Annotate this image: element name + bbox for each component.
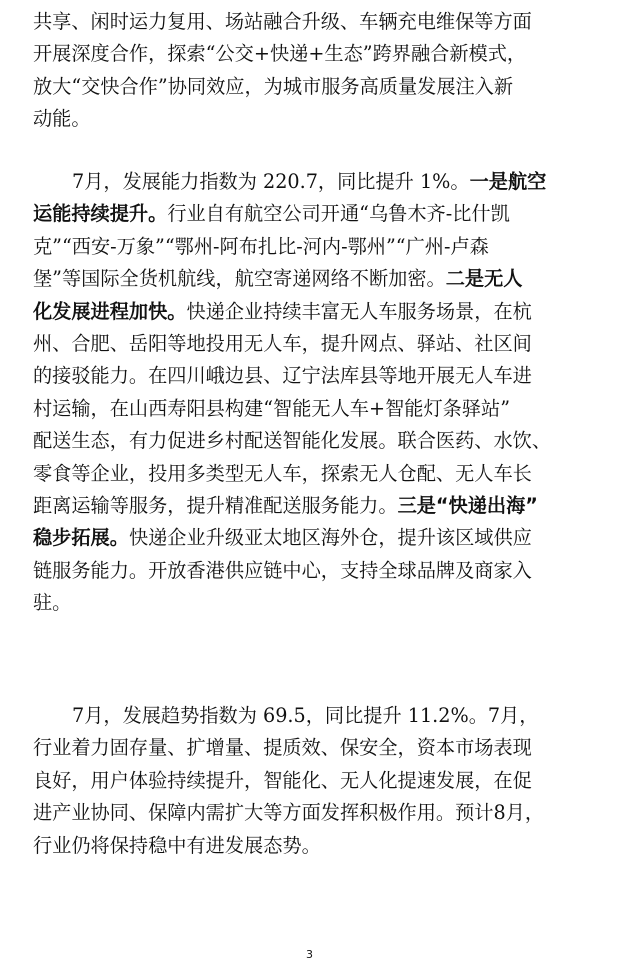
bold-heading-text: 二是无人 bbox=[445, 267, 523, 291]
paragraph-line bbox=[33, 198, 593, 230]
paragraph-text: 快递企业升级亚太地区海外仓，提升该区域供应 bbox=[128, 526, 532, 550]
paragraph-line bbox=[33, 490, 593, 522]
paragraph-line bbox=[33, 522, 593, 554]
paragraph-3 bbox=[33, 700, 593, 862]
page-number: 3 bbox=[306, 948, 313, 961]
paragraph-line: 州、合肥、岳阳等地投用无人车，提升网点、驿站、社区间 bbox=[33, 332, 532, 356]
paragraph-line: 开展深度合作，探索“公交+快递+生态”跨界融合新模式， bbox=[33, 42, 527, 66]
paragraph-line: 进产业协同、保障内需扩大等方面发挥积极作用。预计8月， bbox=[33, 801, 545, 825]
bold-heading-text: 三是“快递出海” bbox=[397, 494, 538, 518]
paragraph-line: 良好，用户体验持续提升，智能化、无人化提速发展，在促 bbox=[33, 768, 532, 792]
paragraph-line: 共享、闲时运力复用、场站融合升级、车辆充电维保等方面 bbox=[33, 10, 532, 33]
paragraph-line bbox=[33, 263, 593, 295]
bold-heading-text: 化发展进程加快。 bbox=[33, 299, 187, 323]
paragraph-line: 配送生态，有力促进乡村配送智能化发展。联合医药、水饮、 bbox=[33, 429, 552, 453]
paragraph-text: 行业自有航空公司开通“乌鲁木齐-比什凯 bbox=[167, 202, 510, 226]
paragraph-1 bbox=[33, 6, 593, 136]
paragraph-line: 7月，发展趋势指数为 69.5，同比提升 11.2%。7月， bbox=[72, 704, 539, 727]
paragraph-text: 7月，发展能力指数为 220.7，同比提升 1%。 bbox=[72, 170, 470, 193]
paragraph-line bbox=[33, 166, 593, 198]
paragraph-2 bbox=[33, 166, 593, 620]
paragraph-line: 放大“交快合作”协同效应，为城市服务高质量发展注入新 bbox=[33, 74, 514, 98]
paragraph-text: 堡”等国际全货机航线，航空寄递网络不断加密。 bbox=[33, 267, 446, 291]
bold-heading-text: 一是航空 bbox=[469, 170, 547, 193]
paragraph-line: 行业仍将保持稳中有进发展态势。 bbox=[33, 833, 321, 857]
paragraph-line: 的接驳能力。在四川峨边县、辽宁法库县等地开展无人车进 bbox=[33, 364, 532, 388]
paragraph-text: 距离运输等服务，提升精准配送服务能力。 bbox=[33, 494, 398, 518]
paragraph-line: 链服务能力。开放香港供应链中心，支持全球品牌及商家入 bbox=[33, 558, 532, 582]
paragraph-line: 动能。 bbox=[33, 107, 91, 131]
paragraph-line: 驻。 bbox=[33, 591, 72, 615]
bold-heading-text: 运能持续提升。 bbox=[33, 202, 168, 226]
paragraph-line bbox=[33, 296, 593, 328]
paragraph-line: 行业着力固存量、扩增量、提质效、保安全，资本市场表现 bbox=[33, 736, 532, 760]
paragraph-line: 克”“西安-万象”“鄂州-阿布扎比-河内-鄂州”“广州-卢森 bbox=[33, 234, 489, 258]
paragraph-line: 村运输，在山西寿阳县构建“智能无人车+智能灯条驿站” bbox=[33, 396, 511, 420]
paragraph-text: 快递企业持续丰富无人车服务场景，在杭 bbox=[186, 299, 532, 323]
bold-heading-text: 稳步拓展。 bbox=[33, 526, 129, 550]
paragraph-line: 零食等企业，投用多类型无人车，探索无人仓配、无人车长 bbox=[33, 461, 532, 485]
